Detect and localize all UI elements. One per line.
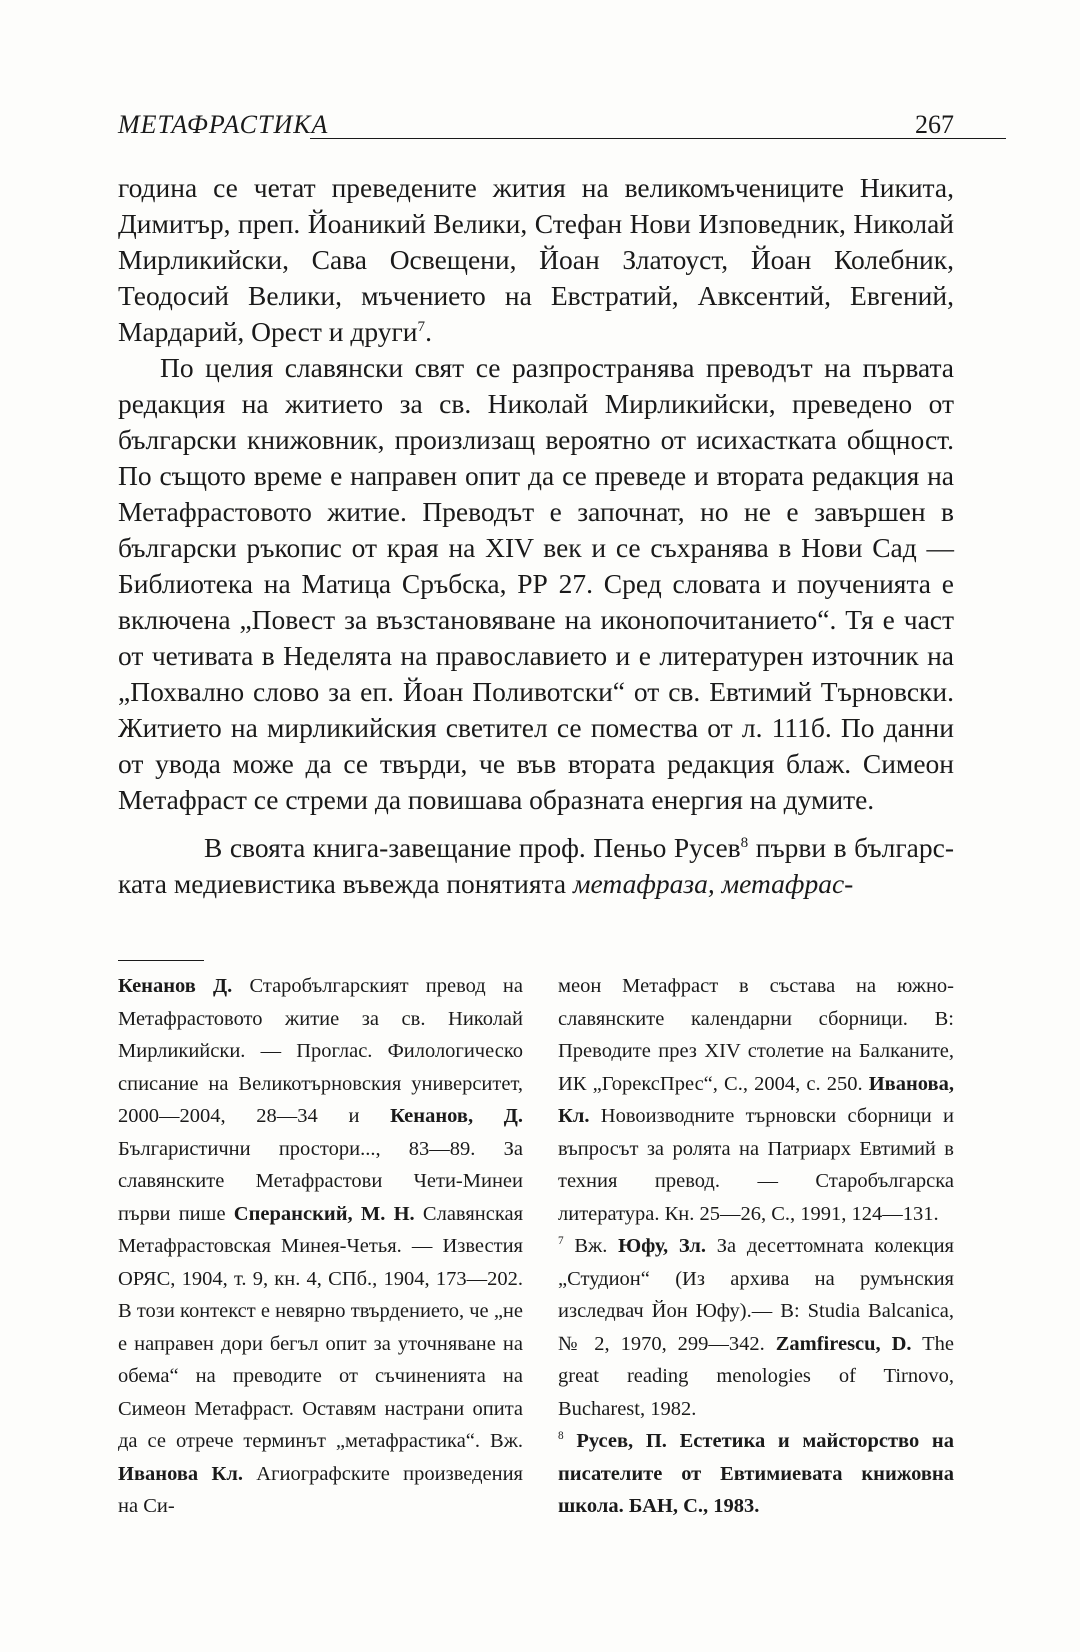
footnotes-right-column (558, 970, 954, 1523)
page-number: 267 (915, 110, 954, 139)
footnote-6-text (118, 970, 523, 1523)
author-speransky: Сперанский, М. Н. (233, 1202, 415, 1225)
footnote-right-t2: Новоизводните търновски сборници и въпросът за ролята на Патриарх Евтимий в техния превод. — Старобългарска литература. Кн. 25—26, С., 1991, 124—131. (558, 1105, 954, 1225)
term-metaphrastic: метафрас- (721, 868, 854, 899)
footnote-6-continued (558, 970, 954, 1230)
paragraph-3 (118, 830, 954, 902)
running-header (118, 108, 954, 148)
paragraph-3-start: В своята книга-завещание проф. Пеньо Русев (204, 832, 741, 863)
paragraph-1-text: година се четат преведените жития на великомъчениците Никита, Димитър, преп. Йоаникий Велики, Стефан Нови Изповедник, Николай Мирликийски, Сава Освещени, Йоан Златоуст, Йоан Колебник, Теодосий Велики, мъчението на Евстратий, Авксентий, Евгений, Мардарий, Орест и други (118, 172, 954, 347)
footnote-left-t1: Старобългарският превод на Метафрастовото житие за св. Николай Мирликийски. — Проглас. Филологическо списание на Великотърновския университет, 2000—2004, 28—34 и (118, 975, 523, 1127)
footnote-left-t3: Славянская Метафрастовская Минея-Четья. — Известия ОРЯС, 1904, т. 9, кн. 4, СПб., 1904, 173—202. В този контекст е невярно твърдението, че „не е направен дори бегъл опит за уточняване на обема“ на преводите от съчиненията на Симеон Метафраст. Оставям настрани опита да се отрече терминът „метафрастика“. Вж. (118, 1202, 524, 1452)
term-metaphrase: метафраза, (572, 868, 715, 899)
author-kenanov-1: Кенанов Д. (118, 975, 233, 997)
footnote-left-t2: Българистични простори..., 83—89. За славянските Метафрастови Чети-Минеи първи пише (118, 1137, 523, 1225)
paragraph-1-end: . (425, 316, 432, 347)
term-space (715, 868, 722, 899)
footnote-separator (118, 960, 204, 961)
main-text (118, 170, 954, 902)
footnote-ref-8: 8 (740, 834, 749, 851)
header-rule (310, 138, 1006, 139)
footnote-right-t3: За десеттомната колекция „Студион“ (Из архива на румънския изследвач Йон Юфу).— В: Studia Balcanica, № 2, 1970, 299—342. (558, 1235, 954, 1355)
author-ivanova-2: Иванова, Кл. (558, 1072, 954, 1127)
author-yufu: Юфу, Зл. (618, 1235, 707, 1257)
footnotes-left-column (118, 970, 523, 1523)
author-ivanova-1: Иванова Кл. (118, 1462, 243, 1485)
footnote-ref-7: 7 (417, 318, 426, 335)
paragraph-3-mid: първи в българската медиевистика въвежда понятията (118, 832, 954, 899)
footnote-7 (558, 1230, 954, 1425)
footnote-right-t4: The great reading menologies of Tirnovo, Bucharest, 1982. (558, 1332, 954, 1420)
paragraph-2: По целия славянски свят се разпространява преводът на първата редакция на житието за св. Николай Мирликийски, преведено от български книжовник, произлизащ вероятно от исихастката общност. По същото време е направен опит да се преведе и втората редакция на Метафрастовото житие. Преводът е започнат, но не е завършен в български ръкопис от края на XIV век и се съхранява в Нови Сад — Библиотека на Матица Сръбска, РР 27. Сред словата и поученията е включена „Повест за възстановяване на иконопочитанието“. Тя е част от четивата в Неделята на православието и е литературен източник на „Похвално слово за еп. Йоан Поливотски“ от св. Евтимий Търновски. Житието на мирликийския светител се помества от л. 111б. По данни от увода може да се твърди, че във втората редакция блаж. Симеон Метафраст се стреми да повишава образната енергия на думите. (118, 352, 954, 815)
footnote-left-t4: Агиографските произведения на Си- (118, 1462, 523, 1517)
footnote-8-text: Русев, П. Естетика и майсторство на писателите от Евтимиевата книжовна школа. БАН, С., 1983. (558, 1430, 954, 1517)
running-title: МЕТАФРАСТИКА (118, 110, 329, 139)
author-zamfirescu: Zamfirescu, D. (775, 1332, 912, 1355)
footnote-8 (558, 1425, 954, 1523)
footnote-7-number: 7 (558, 1235, 564, 1248)
author-kenanov-2: Кенанов, Д. (390, 1105, 523, 1127)
footnote-8-number: 8 (558, 1430, 564, 1443)
paragraph-1 (118, 170, 954, 350)
footnote-7-pre: Вж. (563, 1235, 619, 1257)
footnote-right-t1: меон Метафраст в състава на южнославянските календарни сборници. В: Преводите през XIV столетие на Балканите, ИК „ГорексПрес“, С., 2004, с. 250. (558, 975, 954, 1095)
